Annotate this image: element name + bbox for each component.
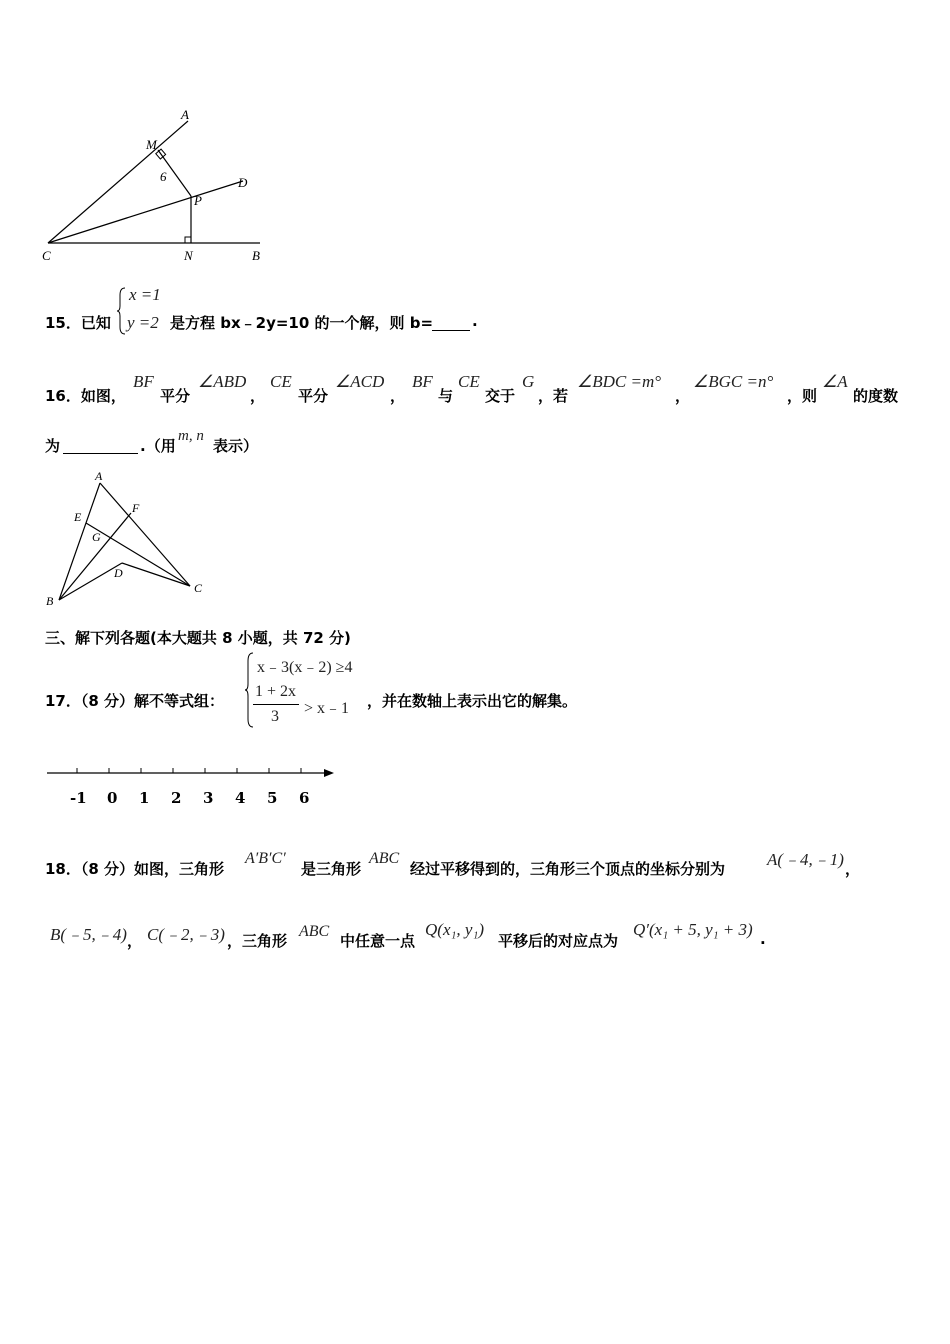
q16-biaoshi: 表示）: [213, 437, 259, 455]
q16-angle-a: ∠A: [822, 372, 848, 391]
label-e: E: [74, 510, 82, 524]
tick-label-5: 5: [267, 789, 278, 807]
number-line-labels: [60, 789, 340, 809]
tick-label-2: 2: [171, 789, 182, 807]
q17-ineq1: x﹣3(x﹣2) ≥4: [257, 659, 353, 676]
q16-angle-abd: ∠ABD: [198, 372, 247, 391]
q17-frac-den: 3: [271, 708, 279, 725]
q18-point-a: A(﹣4,﹣1): [767, 850, 844, 869]
q16-ruo: ，若: [538, 387, 569, 405]
q17-tail: ，并在数轴上表示出它的解集。: [367, 692, 578, 710]
label-p: P: [194, 193, 202, 208]
q16-paren: .（用: [140, 437, 176, 455]
q16-ze: ，则: [787, 387, 818, 405]
q15-end: .: [472, 312, 478, 330]
tick-label-1: 1: [139, 789, 150, 807]
q18-abc-prime: A′B′C′: [245, 850, 286, 867]
q16-dushu: 的度数: [853, 387, 899, 405]
label-b: B: [252, 248, 260, 263]
q18-t4: 中任意一点: [340, 932, 416, 950]
q16-mn: m, n: [178, 428, 204, 444]
q18-t1: 是三角形: [301, 860, 362, 878]
label-c: C: [42, 248, 51, 263]
label-six: 6: [160, 169, 167, 184]
q18-abc: ABC: [369, 850, 400, 867]
q16-angle-bgc: ∠BGC =n°: [693, 372, 774, 391]
q16-ce2: CE: [458, 372, 480, 391]
label-n: N: [184, 248, 193, 263]
q18-comma2: ，: [127, 932, 143, 950]
q18-point-q-prime: Q′(x₁ + 5, y₁ + 3): [633, 920, 753, 939]
q16-bf1: BF: [133, 372, 154, 391]
segment-bd: [59, 563, 122, 600]
q17-frac-num: 1 + 2x: [255, 683, 297, 700]
tick-label-0: 0: [107, 789, 118, 807]
q16-g: G: [522, 372, 535, 391]
q16-yu: 与: [438, 387, 454, 405]
q18-point-q: Q(x₁, y₁): [425, 920, 485, 939]
q16-number: 16．如图，: [45, 387, 126, 405]
figure-triangle-bisectors: [40, 465, 220, 615]
q16-comma2: ，: [390, 387, 406, 405]
question-18: [45, 840, 925, 955]
section-3-title: 三、解下列各题(本大题共 8 小题，共 72 分): [45, 629, 351, 647]
label-f: F: [132, 501, 140, 515]
q17-number: 17．（8 分）解不等式组：: [45, 692, 225, 710]
figure-angle-bisector: [40, 105, 280, 270]
q17-frac-bar: [253, 704, 299, 705]
q18-abc2: ABC: [299, 923, 330, 940]
label-c: C: [194, 581, 203, 595]
segment-bf: [59, 513, 131, 600]
q18-point-b: B(﹣5,﹣4): [50, 925, 127, 944]
q15-eq2: y =2: [127, 313, 159, 332]
label-a: A: [95, 469, 103, 483]
q15-answer-blank[interactable]: [432, 314, 470, 331]
label-b: B: [46, 594, 54, 608]
question-15: [45, 285, 925, 340]
q18-number: 18．（8 分）如图，三角形: [45, 860, 225, 878]
q18-end: .: [760, 930, 766, 948]
q18-t3: ，三角形: [227, 932, 288, 950]
tick-label-3: 3: [203, 789, 214, 807]
label-d: D: [114, 566, 123, 580]
number-line: [44, 762, 339, 778]
segment-ce: [86, 523, 190, 586]
q15-number: 15．已知: [45, 314, 111, 332]
tick-label-4: 4: [235, 789, 246, 807]
q17-ineq2-rest: > x﹣1: [304, 700, 350, 717]
q18-t2: 经过平移得到的，三角形三个顶点的坐标分别为: [410, 860, 726, 878]
label-m: M: [146, 137, 157, 152]
label-a: A: [181, 107, 189, 122]
label-g: G: [92, 530, 101, 544]
tick-label--1: -1: [70, 789, 87, 807]
q16-comma3: ，: [675, 387, 691, 405]
q17-brace: [245, 652, 255, 728]
q18-t5: 平移后的对应点为: [498, 932, 619, 950]
label-d: D: [238, 175, 248, 190]
q16-ce1: CE: [270, 372, 292, 391]
tick-label-6: 6: [299, 789, 310, 807]
q16-jiaoyu: 交于: [485, 387, 516, 405]
q16-answer-blank[interactable]: [63, 437, 138, 454]
q15-eq1: x =1: [129, 285, 161, 304]
right-angle-mark-n: [185, 237, 191, 243]
q16-wei: 为: [45, 437, 61, 455]
q16-angle-acd: ∠ACD: [335, 372, 385, 391]
q18-comma1: ，: [845, 860, 861, 878]
ray-ca: [48, 121, 188, 243]
q16-comma1: ，: [250, 387, 266, 405]
q16-bf2: BF: [412, 372, 433, 391]
q16-angle-bdc: ∠BDC =m°: [577, 372, 662, 391]
question-16: [45, 370, 925, 460]
question-17: [45, 650, 925, 730]
q16-pingfen1: 平分: [160, 387, 191, 405]
q15-brace: [117, 287, 127, 335]
ray-cd: [48, 181, 243, 243]
q18-point-c: C(﹣2,﹣3): [147, 925, 225, 944]
q15-text: 是方程 bx﹣2y=10 的一个解，则 b=: [170, 314, 434, 332]
q16-pingfen2: 平分: [298, 387, 329, 405]
axis-arrow: [324, 769, 334, 777]
